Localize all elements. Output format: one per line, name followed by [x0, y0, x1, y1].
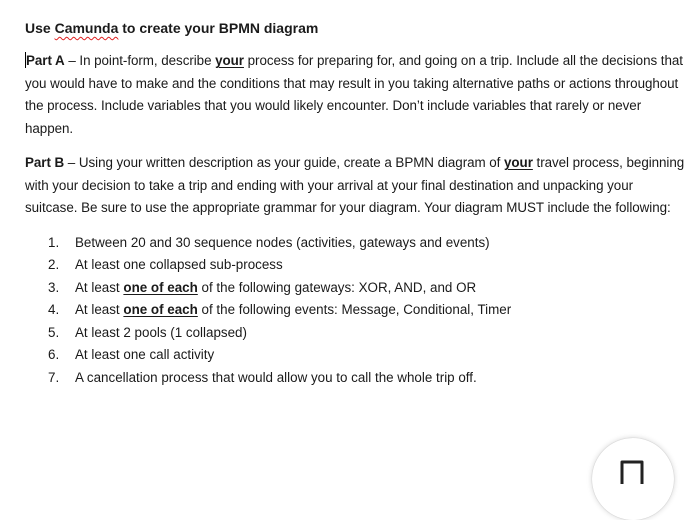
- list-item: [25, 277, 687, 300]
- list-item-number: 4.: [48, 302, 60, 317]
- part-b-paragraph: [25, 152, 687, 220]
- list-item: [25, 367, 687, 390]
- list-item: [25, 232, 687, 255]
- list-item-emphasis: one of each: [123, 302, 198, 317]
- list-item-text: At least: [75, 279, 124, 295]
- part-b-text-2: travel process, beginning with your decision to take a trip and ending with your arrival at your final destination and unpacking your suitcase. Be sure to use the appropriate grammar for your diagram. Your diagram MUST include the following:: [25, 155, 685, 215]
- list-item-text: Between 20 and 30 sequence nodes (activities, gateways and events): [75, 234, 490, 250]
- part-a-text-2: process for preparing for, and going on a trip. Include all the decisions that you would have to make and the conditions that may result in you taking alternative paths or actions throughout the process. Include variables that you would likely encounter. Don’t include variables that rarely or never happen.: [25, 53, 683, 136]
- title-post: to create your BPMN diagram: [118, 20, 319, 36]
- list-item-text: At least one collapsed sub-process: [75, 257, 283, 272]
- misspelled-word: Camunda: [54, 20, 119, 36]
- list-item-text: At least one call activity: [75, 347, 215, 362]
- part-a-label: Part A: [26, 53, 65, 68]
- list-item-text-post: of the following gateways: XOR, AND, and OR: [197, 279, 477, 295]
- part-b-emphasis: your: [504, 155, 533, 170]
- list-item-number: 3.: [48, 279, 60, 295]
- part-a-paragraph: [25, 50, 687, 140]
- title-pre: Use: [25, 20, 55, 36]
- crop-button[interactable]: [592, 438, 674, 520]
- document-page: [25, 18, 687, 389]
- list-item-text: At least: [75, 302, 124, 317]
- requirements-list: [25, 232, 687, 390]
- list-item-number: 6.: [48, 347, 60, 362]
- list-item: [25, 254, 687, 277]
- list-item-text: A cancellation process that would allow you to call the whole trip off.: [75, 369, 477, 385]
- list-item-number: 5.: [48, 324, 60, 340]
- list-item-text-post: of the following events: Message, Conditional, Timer: [197, 302, 512, 317]
- list-item-number: 1.: [48, 234, 60, 250]
- list-item-text: At least 2 pools (1 collapsed): [75, 324, 247, 340]
- list-item-number: 7.: [48, 369, 60, 385]
- part-a-text-1: – In point-form, describe: [64, 53, 216, 68]
- list-item: [25, 344, 687, 367]
- list-item-emphasis: one of each: [123, 279, 198, 295]
- list-item-number: 2.: [48, 257, 60, 272]
- part-b-text-1: – Using your written description as your guide, create a BPMN diagram of: [64, 155, 505, 170]
- list-item: [25, 322, 687, 345]
- document-title: [25, 18, 687, 38]
- part-b-label: Part B: [25, 155, 65, 170]
- part-a-emphasis: your: [215, 53, 244, 68]
- list-item: [25, 299, 687, 322]
- crop-icon: [618, 458, 648, 484]
